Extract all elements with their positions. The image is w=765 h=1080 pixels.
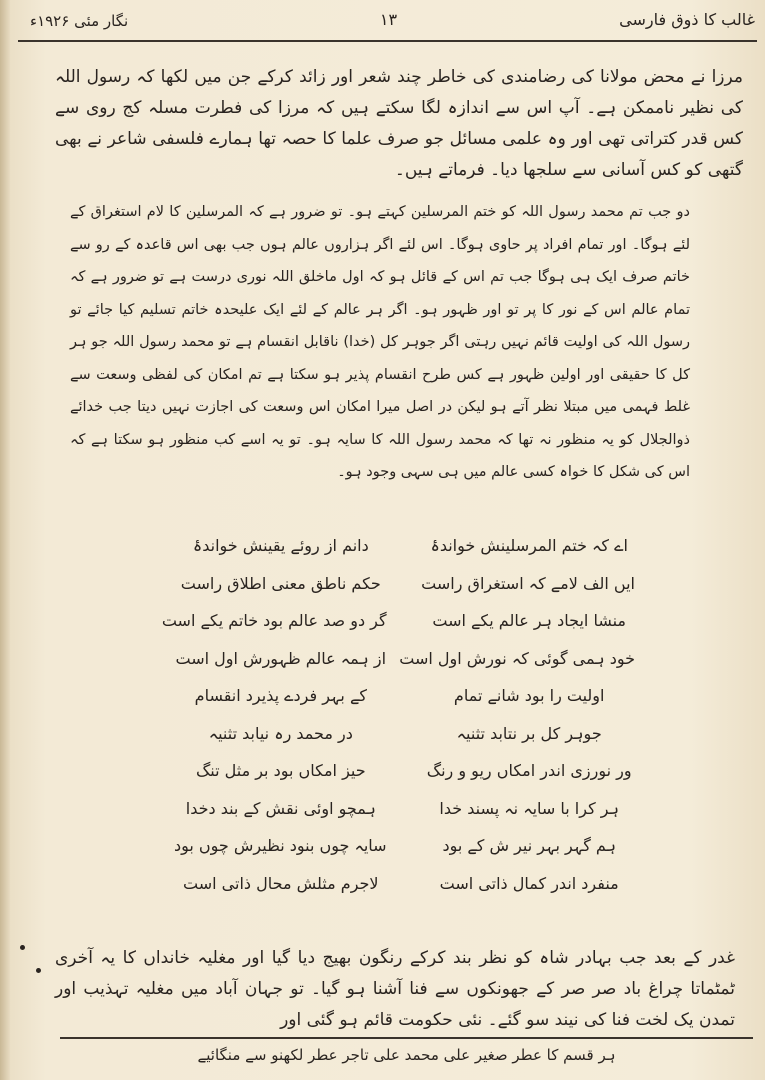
verse-second-hemistich: لاجرم مثلش محال ذاتی است bbox=[183, 873, 379, 893]
verse-first-hemistich: خود ہمی گوئی کہ نورش اول است bbox=[399, 648, 635, 668]
closing-paragraph: غدر کے بعد جب بہادر شاہ کو نظر بند کرکے رنگون بھیج دیا گیا اور مغلیہ خانداں کا یہ آخری ٹمٹماتا چراغ باد صر صر کے جھونکوں سے فنا آشنا ہو گیا۔ تو جہان آباد میں مغلیہ تہذیب اور تمدن یک لخت فنا کی نیند سو گئے۔ نئی حکومت قائم ہو گئی اور bbox=[55, 948, 735, 1030]
intro-paragraph: مرزا نے محض مولانا کی رضامندی کی خاطر چند شعر اور زائد کرکے جن میں لکھا کہ رسول اللہ کی نظیر ناممکن ہے۔ آپ اس سے اندازہ لگا سکتے ہیں کہ مرزا کی فطرت مسلہ کج روی سے کس قدر کتراتی تھی اور وہ علمی مسائل جو صرف علما کا حصہ تھا ہمارے فلسفی شاعر نے بھی گتھی کو کس آسانی سے سلجھا دیا۔ فرماتے ہیں۔ bbox=[55, 67, 743, 180]
verse-row bbox=[161, 602, 635, 640]
verse-first-hemistich: منفرد اندر کمال ذاتی است bbox=[439, 873, 619, 893]
verse-first-hemistich: منشا ایجاد ہر عالم یکے است bbox=[432, 611, 626, 630]
running-title: غالب کا ذوق فارسی bbox=[619, 10, 755, 29]
verse-row bbox=[175, 790, 635, 828]
verse-second-hemistich: گر دو صد عالم بود خاتم یکے است bbox=[161, 611, 387, 630]
verse-first-hemistich: جوہر کل بر نتابد تثنیہ bbox=[456, 723, 602, 743]
page-header bbox=[22, 6, 755, 36]
verse-first-hemistich: ور نورزی اندر امکاں ریو و رنگ bbox=[426, 761, 632, 780]
verse-first-hemistich: اولیت را بود شانے تمام bbox=[453, 686, 605, 705]
verse-second-hemistich: در محمد رہ نیابد تثنیہ bbox=[208, 723, 353, 743]
verse-second-hemistich: دانم از روئے یقینش خواندۂ bbox=[192, 536, 369, 555]
persian-verses bbox=[161, 527, 635, 902]
verse-row bbox=[175, 640, 635, 678]
verse-second-hemistich: حیز امکاں بود بر مثل تنگ bbox=[195, 761, 366, 780]
verse-row bbox=[175, 677, 635, 715]
issue-label: نگار مئی ۱۹۲۶ء bbox=[30, 12, 129, 30]
verse-second-hemistich: از ہمہ عالم ظہورش اول است bbox=[175, 648, 387, 668]
verse-first-hemistich: ہر کرا با سایہ نہ پسند خدا bbox=[439, 798, 619, 818]
header-rule bbox=[18, 40, 757, 42]
verse-row bbox=[175, 827, 635, 865]
verse-row bbox=[175, 565, 635, 603]
verse-first-hemistich: اے کہ ختم المرسلینش خواندۂ bbox=[430, 536, 628, 555]
verse-row bbox=[175, 865, 635, 903]
verse-second-hemistich: سایہ چوں بنود نظیرش چوں بود bbox=[173, 836, 387, 855]
margin-dot bbox=[20, 945, 25, 950]
page-spine-shadow bbox=[0, 0, 10, 1080]
verse-row bbox=[175, 752, 635, 790]
advertisement-footer: ہر قسم کا عطر صغیر علی محمد علی تاجر عطر لکھنو سے منگائیے bbox=[197, 1046, 616, 1064]
margin-dot bbox=[36, 968, 41, 973]
footer-rule bbox=[60, 1037, 753, 1039]
verse-row bbox=[175, 715, 635, 753]
verse-second-hemistich: کے بہر فردے پذیرد انقسام bbox=[194, 686, 367, 705]
verse-first-hemistich: ایں الف لامے کہ استغراق راست bbox=[421, 573, 635, 593]
verse-second-hemistich: ہمچو اوئی نقش کے بند دخدا bbox=[185, 798, 376, 818]
verse-first-hemistich: ہم گہر بہر نیر ش کے بود bbox=[442, 836, 616, 855]
verse-second-hemistich: حکم ناطق معنی اطلاق راست bbox=[180, 573, 381, 593]
page-number: ۱۳ bbox=[379, 10, 398, 29]
quoted-paragraph: دو جب تم محمد رسول اللہ کو ختم المرسلین کہتے ہو۔ تو ضرور ہے کہ المرسلین کا لام استغراق کے لئے ہوگا۔ اور تمام افراد پر حاوی ہوگا۔ اس لئے اگر ہزاروں عالم ہوں جب بھی اس قاعدہ کے رو سے خاتم صرف ایک ہی ہوگا جب تم اس کے قائل ہو کہ اول ماخلق اللہ نوری درست ہے تو ضرور ہے کہ تمام عالم اس کے نور کا پر تو اور ظہور ہو۔ اگر ہر عالم کے لئے ایک علیحدہ خاتم تسلیم کیا جائے تو رسول اللہ کی اولیت قائم نہیں رہتی اگر جوہر کل (خدا) ناقابل انقسام ہے تو محمد رسول اللہ جو ہر کل کا حقیقی اور اولین ظہور ہے کس طرح انقسام پذیر ہو سکتا ہے تم امکان کی لفظی وسعت سے غلط فہمی میں مبتلا نظر آتے ہو لیکن در اصل میرا امکان اس وسعت کی اجازت نہیں دیتا جب خدائے ذوالجلال کو یہ منظور نہ تھا کہ محمد رسول اللہ کا سایہ ہو۔ تو یہ اسے کب منظور ہو سکتا ہے کہ اس کی شکل کا خواہ کسی عالم میں ہی سہی وجود ہو۔ bbox=[70, 204, 690, 480]
verse-row bbox=[175, 527, 635, 565]
